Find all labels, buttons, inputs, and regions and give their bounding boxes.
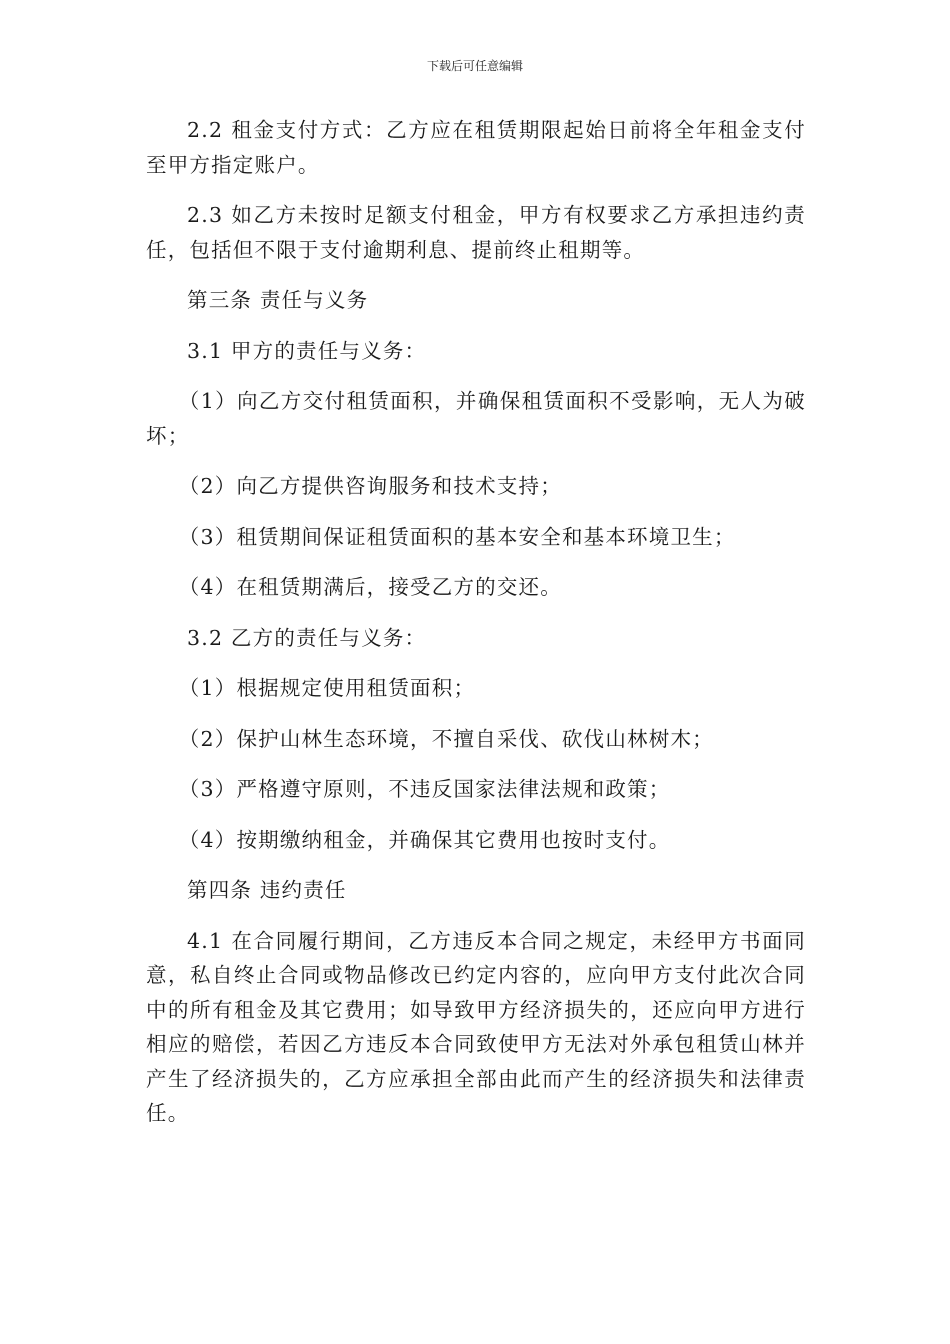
- clause-2-3: 2.3 如乙方未按时足额支付租金，甲方有权要求乙方承担违约责任，包括但不限于支付逾期利息、提前终止租期等。: [146, 203, 806, 262]
- clause-4-1: 4.1 在合同履行期间，乙方违反本合同之规定，未经甲方书面同意，私自终止合同或物品修改已约定内容的，应向甲方支付此次合同中的所有租金及其它费用；如导致甲方经济损失的，还应向甲方进行相应的赔偿，若因乙方违反本合同致使甲方无法对外承包租赁山林并产生了经济损失的，乙方应承担全部由此而产生的经济损失和法律责任。: [146, 928, 806, 1125]
- list-item-3-2-4: （4）按期缴纳租金，并确保其它费用也按时支付。: [178, 827, 671, 852]
- list-item-3-2-2: （2）保护山林生态环境，不擅自采伐、砍伐山林树木；: [178, 726, 714, 751]
- document-body: [146, 113, 806, 1147]
- list-item-3-1-2: （2）向乙方提供咨询服务和技术支持；: [178, 474, 562, 498]
- list-item-3-1-1: （1）向乙方交付租赁面积，并确保租赁面积不受影响，无人为破坏；: [146, 389, 806, 448]
- article-4-heading: 第四条 违约责任: [187, 878, 347, 902]
- list-item-3-2-3: （3）严格遵守原则，不违反国家法律法规和政策；: [178, 777, 671, 801]
- list-item-3-1-4: （4）在租赁期满后，接受乙方的交还。: [178, 575, 562, 599]
- clause-3-1: 3.1 甲方的责任与义务：: [187, 338, 427, 363]
- list-item-3-1-3: （3）租赁期间保证租赁面积的基本安全和基本环境卫生；: [178, 524, 736, 549]
- page-header: 下载后可任意编辑: [426, 59, 523, 73]
- clause-2-2: 2.2 租金支付方式：乙方应在租赁期限起始日前将全年租金支付至甲方指定账户。: [146, 118, 806, 177]
- list-item-3-2-1: （1）根据规定使用租赁面积；: [178, 676, 476, 700]
- clause-3-2: 3.2 乙方的责任与义务：: [187, 625, 427, 650]
- article-3-heading: 第三条 责任与义务: [187, 288, 369, 312]
